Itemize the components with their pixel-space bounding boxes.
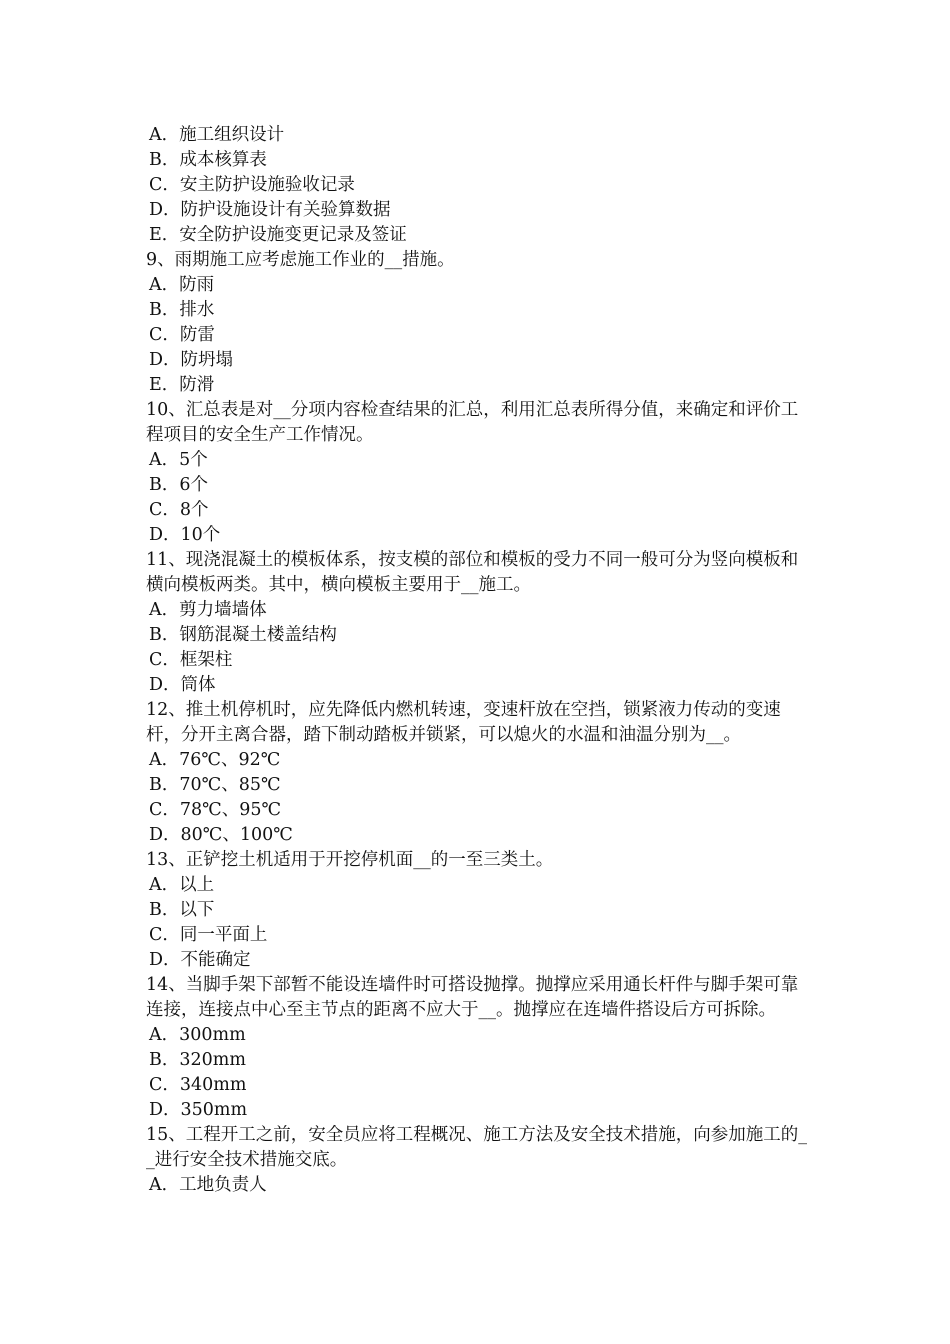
option-line: C．同一平面上 (149, 925, 268, 945)
option-line: B．排水 (149, 300, 215, 320)
question-text: 11、现浇混凝土的模板体系，按支模的部位和模板的受力不同一般可分为竖向模板和横向模板两类。其中，横向模板主要用于__施工。 (146, 550, 799, 595)
option-line: B．320mm (149, 1050, 246, 1070)
option-line: D．350mm (149, 1100, 248, 1120)
question-text: 12、推土机停机时，应先降低内燃机转速，变速杆放在空挡，锁紧液力传动的变速杆，分开主离合器，踏下制动踏板并锁紧，可以熄火的水温和油温分别为__。 (146, 700, 781, 745)
option-line: C．防雷 (149, 325, 215, 345)
option-line: E．安全防护设施变更记录及签证 (149, 225, 407, 245)
question-text: 9、雨期施工应考虑施工作业的__措施。 (146, 250, 455, 270)
option-line: A．剪力墙墙体 (149, 600, 267, 620)
question-text: 14、当脚手架下部暂不能设连墙件时可搭设抛撑。抛撑应采用通长杆件与脚手架可靠连接，连接点中心至主节点的距离不应大于__。抛撑应在连墙件搭设后方可拆除。 (146, 975, 799, 1020)
option-line: C．340mm (149, 1075, 247, 1095)
option-line: D．防护设施设计有关验算数据 (149, 200, 391, 220)
option-line: B．70℃、85℃ (149, 775, 281, 795)
option-line: A．以上 (149, 875, 215, 895)
option-line: B．6个 (149, 475, 208, 495)
option-line: C．8个 (149, 500, 209, 520)
question-text: 10、汇总表是对__分项内容检查结果的汇总，利用汇总表所得分值，来确定和评价工程项目的安全生产工作情况。 (146, 400, 799, 445)
option-line: A．300mm (149, 1025, 246, 1045)
option-line: A．防雨 (149, 275, 215, 295)
document-body (146, 123, 810, 1198)
question-text: 13、正铲挖土机适用于开挖停机面__的一至三类土。 (146, 850, 554, 870)
option-line: D．防坍塌 (149, 350, 234, 370)
option-line: A．施工组织设计 (149, 125, 285, 145)
option-line: B．以下 (149, 900, 215, 920)
option-line: A．5个 (149, 450, 208, 470)
option-line: D．10个 (149, 525, 221, 545)
option-line: B．钢筋混凝土楼盖结构 (149, 625, 337, 645)
option-line: D．筒体 (149, 675, 216, 695)
option-line: A．工地负责人 (149, 1175, 267, 1195)
option-line: C．框架柱 (149, 650, 233, 670)
question-text: 15、工程开工之前，安全员应将工程概况、施工方法及安全技术措施，向参加施工的__进行安全技术措施交底。 (146, 1125, 808, 1170)
option-line: C．安主防护设施验收记录 (149, 175, 355, 195)
option-line: C．78℃、95℃ (149, 800, 282, 820)
option-line: A．76℃、92℃ (149, 750, 281, 770)
option-line: D．不能确定 (149, 950, 251, 970)
option-line: E．防滑 (149, 375, 215, 395)
option-line: D．80℃、100℃ (149, 825, 293, 845)
option-line: B．成本核算表 (149, 150, 267, 170)
